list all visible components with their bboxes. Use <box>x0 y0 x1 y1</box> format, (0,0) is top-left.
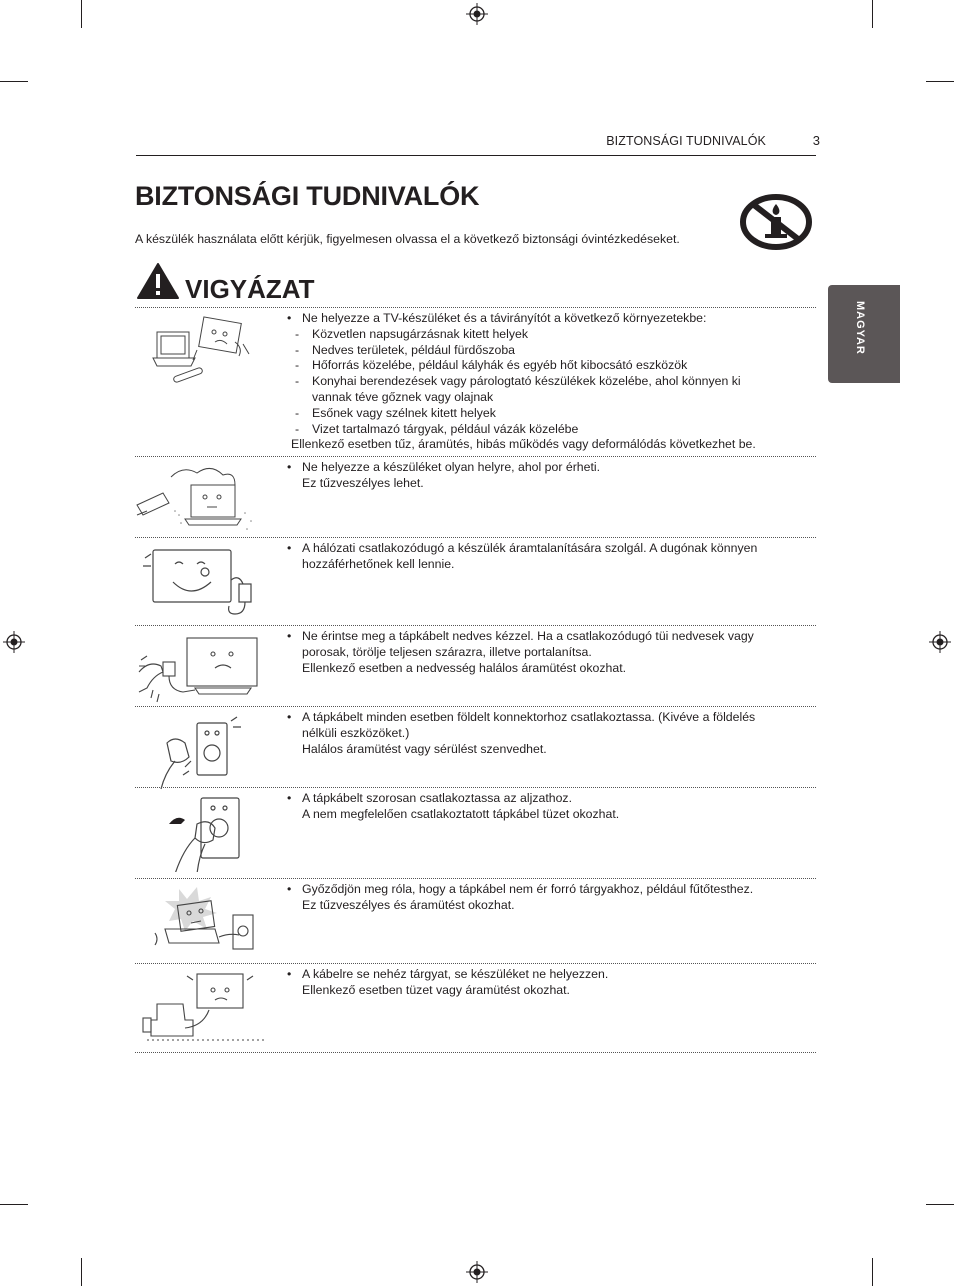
crop-mark <box>872 0 873 28</box>
tv-environment-illustration <box>135 314 265 392</box>
bullet-text: • A tápkábelt szorosan csatlakoztassa az aljzathoz. <box>287 791 807 807</box>
bullet-text: • A kábelre se nehéz tárgyat, se készüléket ne helyezzen. <box>287 967 807 983</box>
bullet-text: • Ne helyezze a készüléket olyan helyre, ahol por érheti. <box>287 460 807 476</box>
safety-item <box>135 963 816 1053</box>
registration-mark-icon <box>466 3 488 25</box>
registration-mark-icon <box>466 1261 488 1283</box>
body-line: Ez tűzveszélyes lehet. <box>302 475 424 490</box>
consequence-text: Ellenkező esetben tűz, áramütés, hibás működés vagy deformálódás következhet be. <box>291 437 756 452</box>
list-item: - Vizet tartalmazó tárgyak, például vázák közelébe <box>287 422 807 438</box>
body-line: Halálos áramütést vagy sérülést szenvedhet. <box>302 741 547 756</box>
body-line: Ellenkező esetben tüzet vagy áramütést okozhat. <box>302 982 570 997</box>
body-line: porosak, törölje teljesen szárazra, illetve portalanítsa. <box>302 644 592 659</box>
hot-object-cable-illustration <box>135 885 265 963</box>
safety-text <box>287 541 807 573</box>
crop-mark <box>81 0 82 28</box>
page-title: BIZTONSÁGI TUDNIVALÓK <box>135 181 480 211</box>
crop-mark <box>926 1204 954 1205</box>
list-item: - Esőnek vagy szélnek kitett helyek <box>287 406 807 422</box>
list-item-continuation: vannak téve gőznek vagy olajnak <box>312 389 494 404</box>
bullet-text: • A hálózati csatlakozódugó a készülék áramtalanítására szolgál. A dugónak könnyen <box>287 541 807 557</box>
caution-heading: VIGYÁZAT <box>185 274 315 304</box>
crop-mark <box>0 1204 28 1205</box>
safety-item <box>135 706 816 787</box>
running-title: BIZTONSÁGI TUDNIVALÓK <box>606 134 766 148</box>
crop-mark <box>872 1258 873 1286</box>
intro-text: A készülék használata előtt kérjük, figyelmesen olvassa el a következő biztonsági óvintézkedéseket. <box>135 232 680 246</box>
body-line: Ez tűzveszélyes és áramütést okozhat. <box>302 897 515 912</box>
body-line: Ellenkező esetben a nedvesség halálos áramütést okozhat. <box>302 660 627 675</box>
safety-text <box>287 311 807 453</box>
crop-mark <box>926 81 954 82</box>
registration-mark-icon <box>929 631 951 653</box>
list-item: - Hőforrás közelébe, például kályhák és egyéb hőt kibocsátó eszközök <box>287 358 807 374</box>
wet-hands-cable-illustration <box>135 632 265 710</box>
page-number: 3 <box>812 133 820 148</box>
safety-text <box>287 882 807 914</box>
bullet-text: • Ne érintse meg a tápkábelt nedves kézzel. Ha a csatlakozódugó tüi nedvesek vagy <box>287 629 807 645</box>
safety-text <box>287 967 807 999</box>
list-item: - Konyhai berendezések vagy párologtató készülékek közelébe, ahol könnyen ki <box>287 374 807 390</box>
crop-mark <box>0 81 28 82</box>
no-open-flame-icon <box>740 193 812 251</box>
safety-item <box>135 537 816 626</box>
power-plug-access-illustration <box>135 544 265 622</box>
safety-text <box>287 460 807 492</box>
bullet-text: • Ne helyezze a TV-készüléket és a távirányítót a következő környezetekbe: <box>287 311 807 327</box>
safety-item <box>135 456 816 537</box>
registration-mark-icon <box>3 631 25 653</box>
running-header <box>136 130 820 156</box>
body-line: A nem megfelelően csatlakoztatott tápkábel tüzet okozhat. <box>302 806 620 821</box>
grounded-outlet-illustration <box>135 713 265 791</box>
bullet-text: • Győződjön meg róla, hogy a tápkábel nem ér forró tárgyakhoz, például fűtőtesthez. <box>287 882 807 898</box>
body-line: hozzáférhetőnek kell lennie. <box>302 556 455 571</box>
plug-insert-illustration <box>135 794 265 872</box>
safety-text <box>287 710 807 757</box>
warning-triangle-icon <box>136 262 180 300</box>
safety-item <box>135 787 816 879</box>
crop-mark <box>81 1258 82 1286</box>
safety-item <box>135 307 816 457</box>
language-tab <box>828 285 900 383</box>
safety-text <box>287 629 807 676</box>
dusty-tv-illustration <box>135 463 265 541</box>
body-line: nélküli eszközöket.) <box>302 725 410 740</box>
language-tab-label: MAGYAR <box>854 301 866 355</box>
heavy-object-cable-illustration <box>135 970 265 1048</box>
safety-item <box>135 625 816 706</box>
bullet-text: • A tápkábelt minden esetben földelt konnektorhoz csatlakoztassa. (Kivéve a földelés <box>287 710 807 726</box>
list-item: - Közvetlen napsugárzásnak kitett helyek <box>287 327 807 343</box>
list-item: - Nedves területek, például fürdőszoba <box>287 343 807 359</box>
safety-item <box>135 878 816 964</box>
safety-text <box>287 791 807 823</box>
